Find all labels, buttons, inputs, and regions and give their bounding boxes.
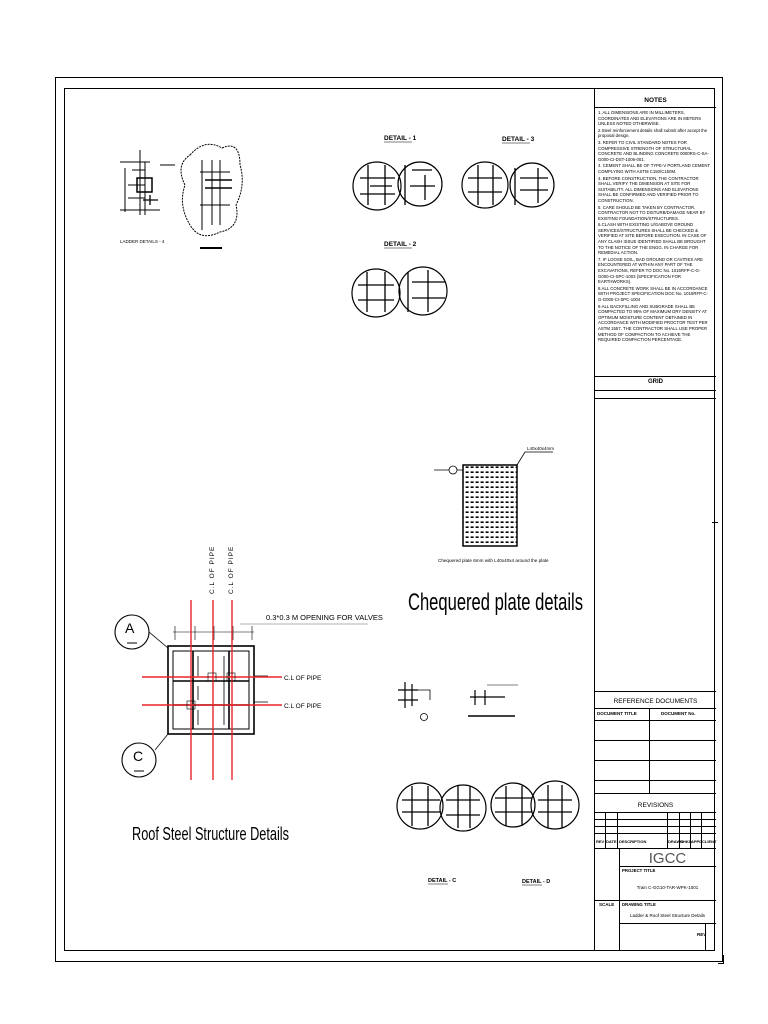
notes-list [598, 110, 712, 343]
ref-col-no: DOCUMENT No. [661, 711, 696, 716]
notes-heading: NOTES [644, 97, 667, 104]
section-details [398, 682, 518, 721]
detail-3 [462, 136, 554, 208]
ladder-detail [120, 144, 242, 248]
detail-c [397, 783, 486, 884]
note-item: 4. BEFORE CONSTRUCTION, THE CONTRACTOR SHALL VERIFY THE DIMENSION AT SITE FOR SUITABILITY. ALL DIMENSIONS AND ELEVATIONS SHALL BE CONFIRMED AND VERIFIED PRIOR TO CONSTRUCTION. [598, 175, 699, 203]
note-item: 6.CLASH WITH EXISTING U/GABOVE GROUND SERVICES/STRUCTURES SHALL BE CHECKED & VERIFIED AT SITE BEFORE EXECUTION. IN CASE OF ANY CLASH ISSUE IDENTIFIED SHALL BE BROUGHT TO THE NOTICE OF THE ENGG. IN CHARGE FOR REMEDIAL ACTION. [598, 222, 707, 256]
note-item: 9.ALL BACKFILLING AND SUBGRADE SHALL BE COMPACTED TO 95% OF MAXIMUM DRY DENSITY AT OPTIMUM MOISTURE CONTENT OBTAINED IN ACCORDANCE WITH MODIFIED PROCTOR TEST PER ASTM 1557. THE CONTRACTOR SHALL USE PROPER METHOD OF COMPACTION TO ACHIEVE THE REQUIRED COMPACTION PERCENTAGE. [598, 303, 708, 343]
detail-2-label: DETAIL - 2 [384, 241, 417, 248]
detail-1 [353, 135, 442, 210]
drawing-title-label: DRAWING TITLE [622, 902, 656, 907]
rev-col-chkd: CHKD [680, 839, 692, 844]
roof-steel-structure-plan [115, 546, 383, 844]
scale-label: SCALE [599, 902, 615, 907]
rev-col-drawn: DRAWN [668, 839, 684, 844]
grid-bubble-a-label: A [125, 620, 135, 636]
rev-col-date: DATE [606, 839, 617, 844]
note-item: 4. CEMENT SHALL BE OF TYPE-V PORTLAND CEMENT COMPLYING WITH ASTM C150/C150M. [598, 163, 710, 174]
ladder-label: LADDER DETAILS - 4 [120, 239, 165, 244]
project-title-label: PROJECT TITLE [622, 868, 656, 873]
corner-mark [718, 955, 724, 964]
opening-label: 0.3*0.3 M OPENING FOR VALVES [266, 613, 383, 622]
ref-col-title: DOCUMENT TITLE [597, 711, 637, 716]
chequered-plate-note: Chequered plate 6mm with L40x40x4 around the plate [438, 558, 549, 563]
cl-pipe-label-horizontal-2: C.L OF PIPE [284, 703, 322, 710]
cl-pipe-label-vertical-2: C.L OF PIPE [228, 545, 235, 594]
note-item: 7. IF LOOSE SOIL, BAD GROUND OR CAVITIES ARE ENCOUNTERED AT WITHIN ANY PART OF THE EXCAVATIONS, REFER TO DOC No. 1015RFP-C-G-G000-CI-SPC-1003 (SPECIFICATION FOR EARTHWORKS). [598, 256, 703, 285]
note-item: 8.ALL CONCRETE WORK SHALL BE IN ACCORDANCE WITH PROJECT SPECIFICATION DOC No. 1015RFP-C-G-G000-CI-SPC-1004 [598, 285, 708, 302]
project-title-value: Train C-GG10-TAR-WPK-1001 [636, 885, 699, 890]
title-block [594, 88, 715, 951]
chequered-plate-title: Chequered plate details [408, 589, 583, 616]
detail-3-label: DETAIL - 3 [502, 136, 535, 143]
detail-2 [352, 241, 447, 317]
drawing-title-value: Ladder & Roof Steel Structure Details [629, 913, 706, 918]
note-item: 5. CARE SHOULD BE TAKEN BY CONTRACTOR. CONTRACTOR NOT TO DISTURB/DAMAGE NEAR BY EXISTING FOUNDATION/STRUCTURES. [598, 204, 706, 221]
company-name: IGCC [648, 850, 687, 867]
detail-d-label: DETAIL - D [522, 879, 551, 885]
chequered-angle-label: L40x40x4mm [527, 446, 555, 451]
cl-pipe-label-vertical-1: C.L OF PIPE [209, 545, 216, 594]
note-item: 1. ALL DIMENSIONS ARE IN MILLIMETERS, COORDINATES AND ELEVATIONS ARE IN METERS UNLESS NOTED OTHERWISE. [598, 110, 702, 127]
roof-title: Roof Steel Structure Details [132, 824, 289, 844]
note-item: 2.Steel reinforcement details shall submit after accept the proposal design. [598, 127, 708, 139]
detail-1-label: DETAIL - 1 [384, 135, 417, 142]
cl-pipe-label-horizontal-1: C.L OF PIPE [284, 675, 322, 682]
detail-c-label: DETAIL - C [428, 878, 457, 884]
note-item: 3. REFER TO CIVIL STANDARD NOTES FOR COMPRESSIVE STRENGTH OF STRUCTURAL CONCRETE AND BLINDING CONCRETE 0000RS-C-SA-G000-CI-DST-1006-001. [598, 139, 709, 162]
chequered-plate-detail [408, 446, 583, 616]
grid-label: GRID [648, 379, 663, 385]
grid-bubble-c-label: C [133, 748, 144, 764]
reference-documents-heading: REFERENCE DOCUMENTS [613, 698, 698, 705]
rev-label: REV [697, 932, 707, 937]
revisions-heading: REVISIONS [637, 802, 674, 809]
rev-col-description: DESCRIPTION [619, 839, 647, 844]
detail-d [491, 781, 579, 885]
rev-col-appd: APPD [691, 839, 703, 844]
rev-col-client: CLIENT [702, 839, 717, 844]
rev-col-rev: REV [596, 839, 605, 844]
